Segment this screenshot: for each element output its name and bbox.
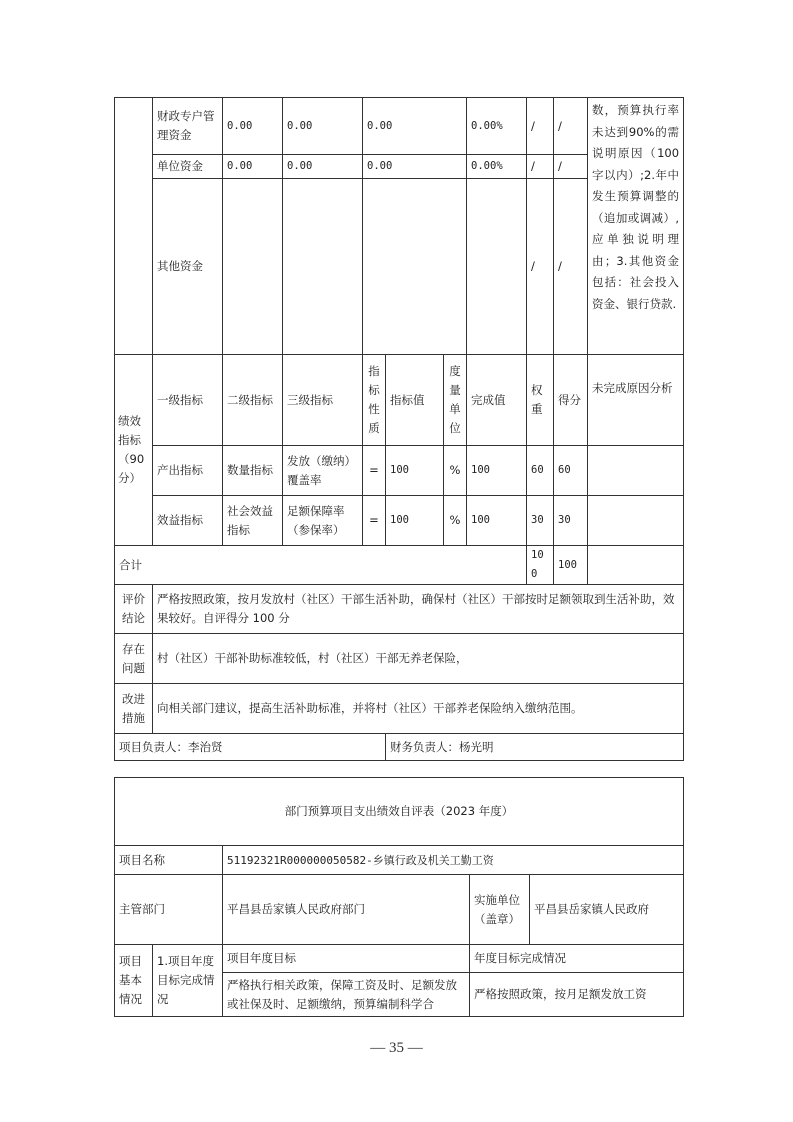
indicator-reason bbox=[588, 496, 684, 546]
indicator-reason bbox=[588, 446, 684, 496]
basic-info-label: 项目基本情况 bbox=[115, 945, 153, 1017]
goal-header-row bbox=[115, 945, 684, 973]
notes-cell: 数，预算执行率未达到90%的需说明原因（100字以内）;2.年中发生预算调整的（追加或调减）,应单独说明理由；3.其他资金包括：社会投入资金、银行贷款. bbox=[588, 98, 684, 355]
header-actual: 完成值 bbox=[467, 355, 527, 446]
funding-weight: / bbox=[527, 179, 554, 355]
impl-value: 平昌县岳家镇人民政府 bbox=[530, 875, 684, 945]
funding-section-blank bbox=[115, 98, 153, 355]
signature-row bbox=[115, 734, 684, 761]
finance-lead: 财务负责人：杨光明 bbox=[386, 734, 684, 761]
funding-score: / bbox=[554, 98, 588, 155]
goal-section-label: 1.项目年度目标完成情况 bbox=[153, 945, 223, 1017]
funding-label: 其他资金 bbox=[153, 179, 223, 355]
header-level3: 三级指标 bbox=[283, 355, 363, 446]
self-evaluation-form-2023 bbox=[114, 777, 684, 1017]
total-weight: 100 bbox=[527, 546, 554, 585]
problems-label: 存在问题 bbox=[115, 634, 153, 684]
total-row bbox=[115, 546, 684, 585]
goal-text: 严格执行相关政策，保障工资及时、足额发放或社保及时、足额缴纳，预算编制科学合 bbox=[223, 973, 470, 1017]
funding-weight: / bbox=[527, 155, 554, 179]
total-reason-blank bbox=[588, 546, 684, 585]
department-row bbox=[115, 875, 684, 945]
indicator-level1: 产出指标 bbox=[153, 446, 223, 496]
performance-table-continued bbox=[114, 97, 684, 761]
header-level2: 二级指标 bbox=[223, 355, 283, 446]
indicator-weight: 60 bbox=[527, 446, 554, 496]
indicator-actual: 100 bbox=[467, 446, 527, 496]
improvements-row bbox=[115, 684, 684, 734]
indicator-score: 60 bbox=[554, 446, 588, 496]
funding-value bbox=[223, 179, 283, 355]
indicator-header-row bbox=[115, 355, 684, 446]
header-weight: 权重 bbox=[527, 355, 554, 446]
indicator-weight: 30 bbox=[527, 496, 554, 546]
dept-label: 主管部门 bbox=[115, 875, 223, 945]
indicator-level3: 足额保障率（参保率） bbox=[283, 496, 363, 546]
dept-value: 平昌县岳家镇人民政府部门 bbox=[223, 875, 470, 945]
total-label: 合计 bbox=[115, 546, 527, 585]
header-level1: 一级指标 bbox=[153, 355, 223, 446]
indicator-nature: = bbox=[363, 446, 386, 496]
problems-text: 村（社区）干部补助标准较低，村（社区）干部无养老保险， bbox=[153, 634, 684, 684]
funding-value: 0.00 bbox=[283, 155, 363, 179]
improvements-label: 改进措施 bbox=[115, 684, 153, 734]
evaluation-row bbox=[115, 585, 684, 634]
goal-header: 项目年度目标 bbox=[223, 945, 470, 973]
indicator-nature: = bbox=[363, 496, 386, 546]
impl-label: 实施单位（盖章） bbox=[470, 875, 530, 945]
header-nature: 指标性质 bbox=[363, 355, 386, 446]
page-number: — 35 — bbox=[370, 1040, 423, 1056]
project-name-label: 项目名称 bbox=[115, 846, 223, 875]
funding-value bbox=[283, 179, 363, 355]
funding-value: 0.00 bbox=[223, 155, 283, 179]
indicator-level2: 数量指标 bbox=[223, 446, 283, 496]
header-reason: 未完成原因分析 bbox=[588, 355, 684, 446]
header-unit: 度量单位 bbox=[444, 355, 467, 446]
funding-value: 0.00 bbox=[363, 155, 467, 179]
indicator-level3: 发放（缴纳）覆盖率 bbox=[283, 446, 363, 496]
funding-rate: 0.00% bbox=[467, 155, 527, 179]
funding-label: 单位资金 bbox=[153, 155, 223, 179]
funding-value: 0.00 bbox=[363, 98, 467, 155]
funding-rate bbox=[467, 179, 527, 355]
funding-label: 财政专户管理资金 bbox=[153, 98, 223, 155]
problems-row bbox=[115, 634, 684, 684]
evaluation-label: 评价结论 bbox=[115, 585, 153, 634]
indicator-row bbox=[115, 496, 684, 546]
form-title-row bbox=[115, 778, 684, 846]
header-score: 得分 bbox=[554, 355, 588, 446]
indicator-value: 100 bbox=[386, 446, 444, 496]
indicator-score: 30 bbox=[554, 496, 588, 546]
indicator-value: 100 bbox=[386, 496, 444, 546]
funding-score: / bbox=[554, 179, 588, 355]
completion-header: 年度目标完成情况 bbox=[470, 945, 684, 973]
indicator-level2: 社会效益指标 bbox=[223, 496, 283, 546]
form-title: 部门预算项目支出绩效自评表（2023 年度） bbox=[115, 778, 684, 846]
completion-text: 严格按照政策，按月足额发放工资 bbox=[470, 973, 684, 1017]
funding-value bbox=[363, 179, 467, 355]
indicator-actual: 100 bbox=[467, 496, 527, 546]
funding-score: / bbox=[554, 155, 588, 179]
improvements-text: 向相关部门建议，提高生活补助标准，并将村（社区）干部养老保险纳入缴纳范围。 bbox=[153, 684, 684, 734]
funding-value: 0.00 bbox=[223, 98, 283, 155]
project-name-row bbox=[115, 846, 684, 875]
indicator-level1: 效益指标 bbox=[153, 496, 223, 546]
funding-row bbox=[115, 98, 684, 155]
evaluation-text: 严格按照政策，按月发放村（社区）干部生活补助，确保村（社区）干部按时足额领取到生活补助，效果较好。自评得分 100 分 bbox=[153, 585, 684, 634]
total-score: 100 bbox=[554, 546, 588, 585]
funding-rate: 0.00% bbox=[467, 98, 527, 155]
indicator-unit: % bbox=[444, 496, 467, 546]
project-lead: 项目负责人：李治贤 bbox=[115, 734, 386, 761]
indicator-unit: % bbox=[444, 446, 467, 496]
funding-value: 0.00 bbox=[283, 98, 363, 155]
funding-weight: / bbox=[527, 98, 554, 155]
indicator-section-label: 绩效指标（90分） bbox=[115, 355, 153, 546]
header-value: 指标值 bbox=[386, 355, 444, 446]
project-name-value: 51192321R000000050582-乡镇行政及机关工勤工资 bbox=[223, 846, 684, 875]
indicator-row bbox=[115, 446, 684, 496]
